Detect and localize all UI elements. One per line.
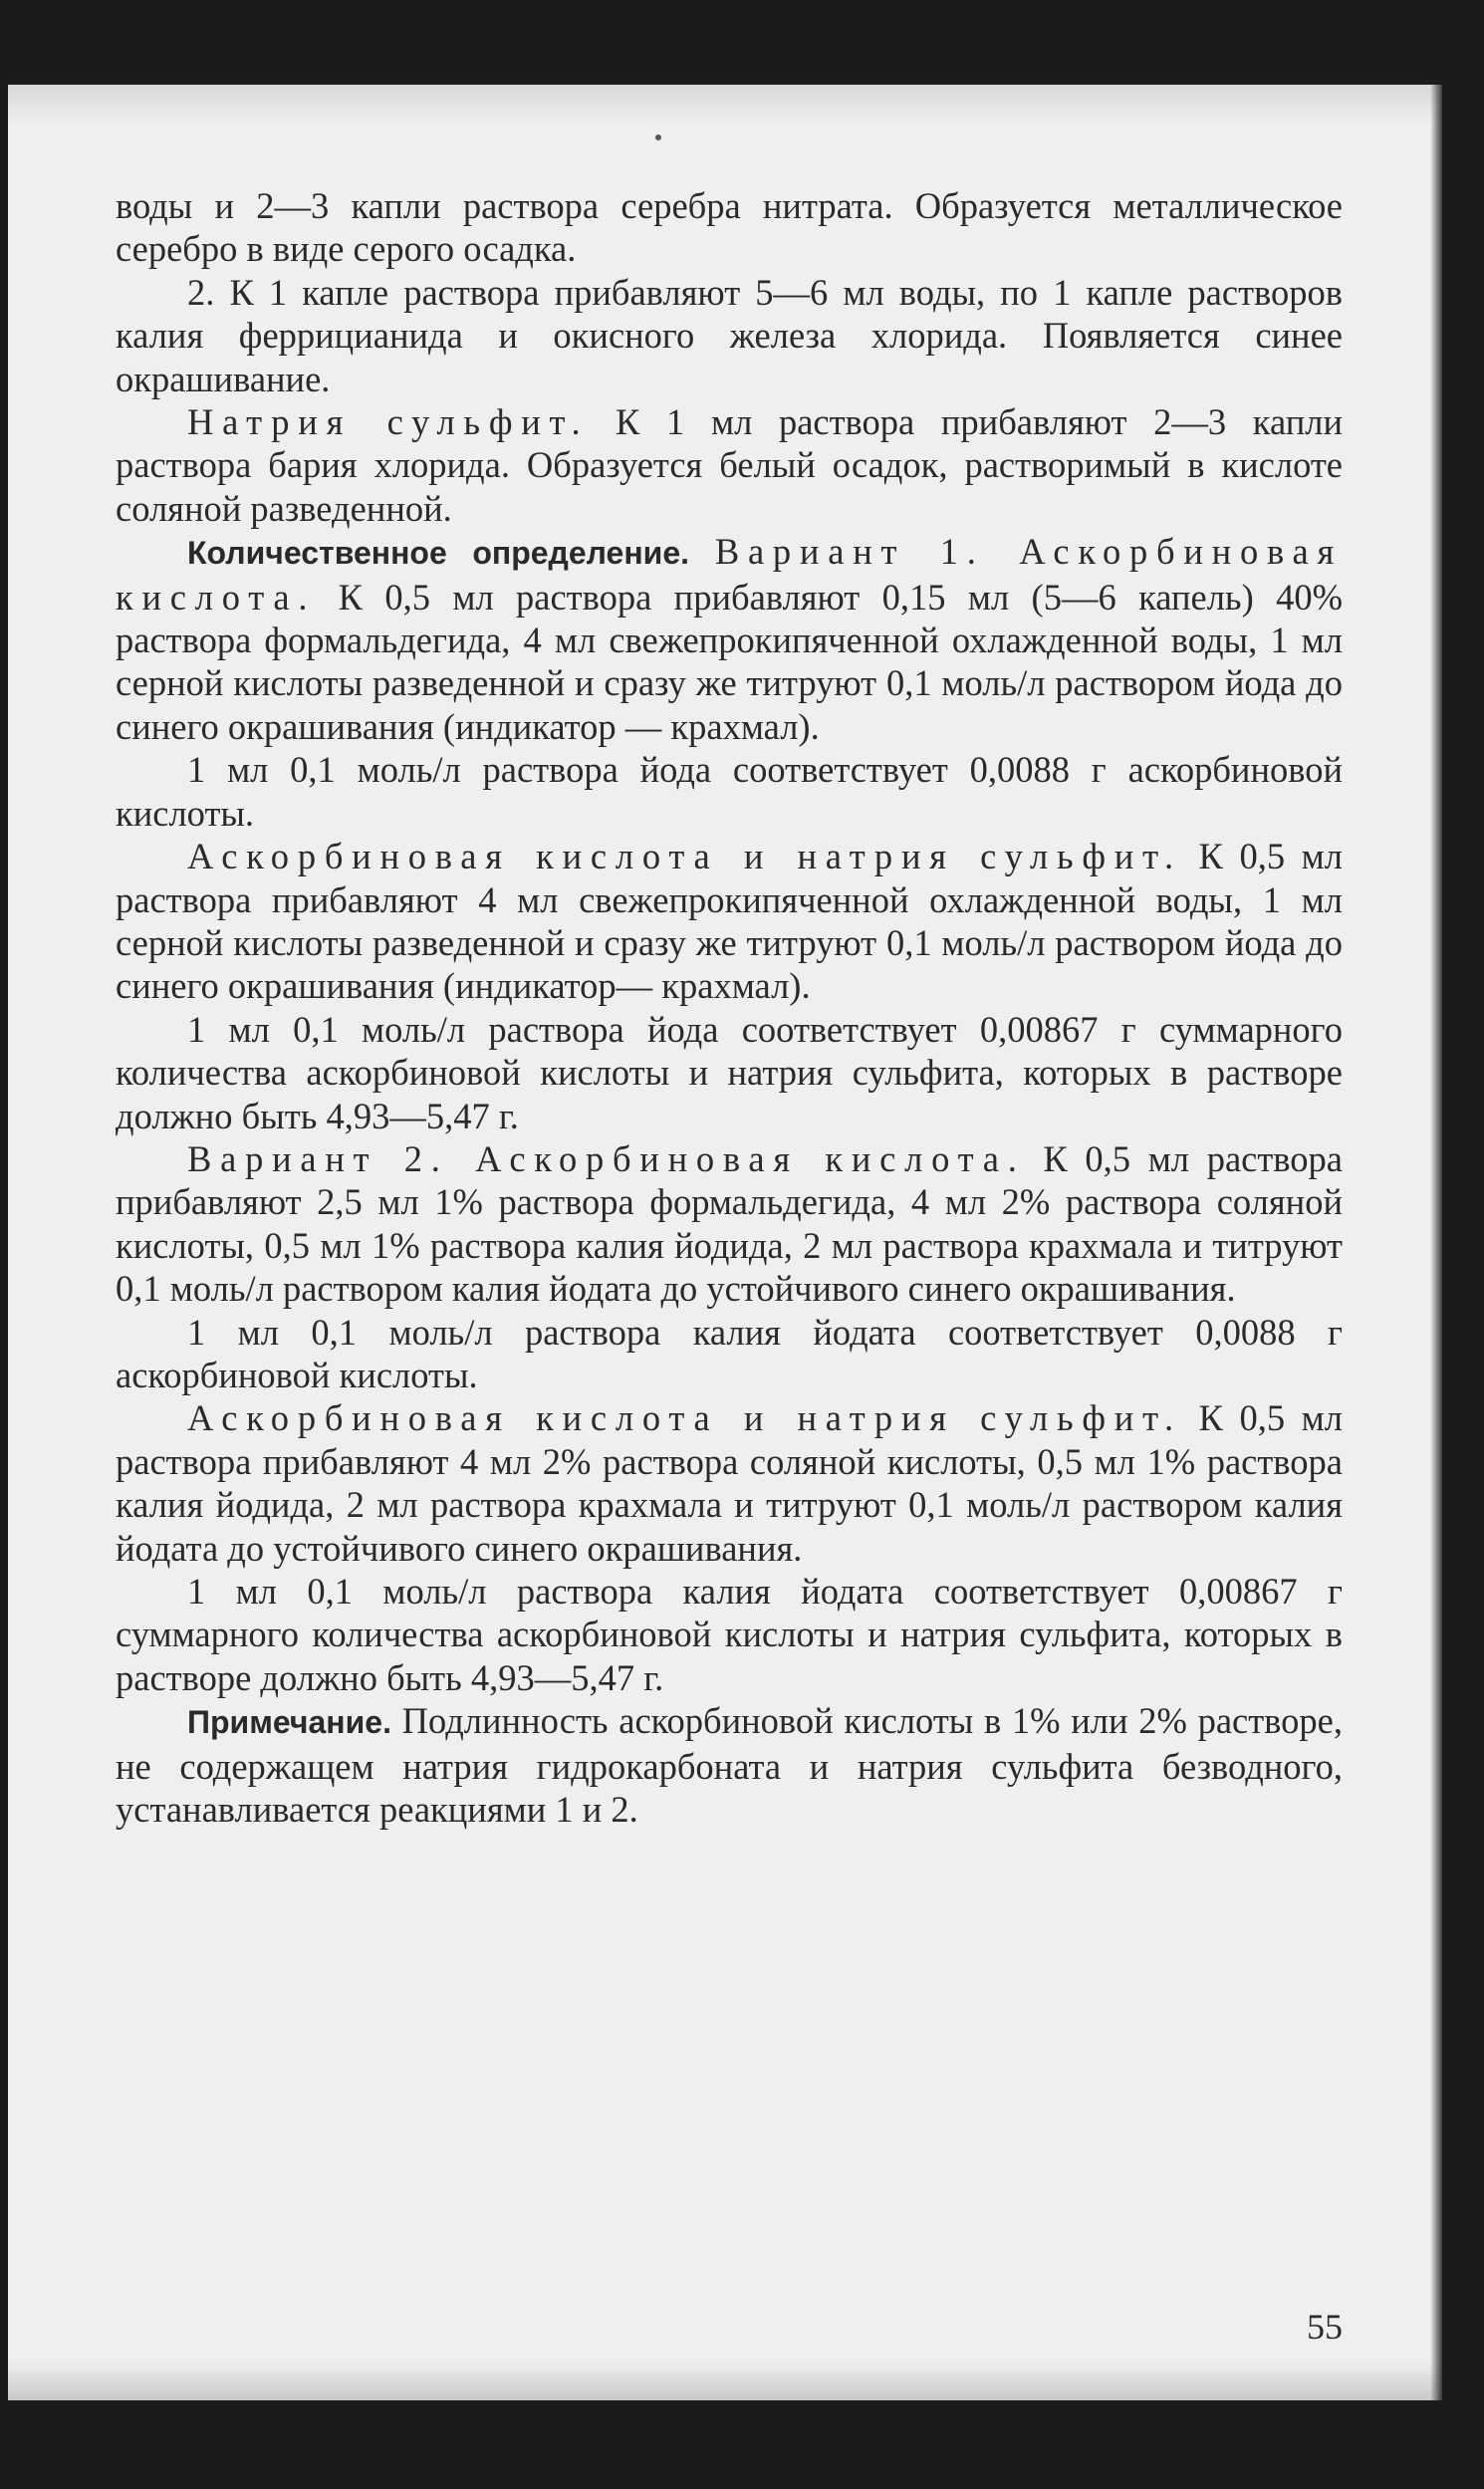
text-run: К 0,5 мл раствора прибавляют 4 мл свежепрокипяченной охлажденной воды, 1 мл серной кислоты разведенной и сразу же титруют 0,1 моль/л раствором йода до синего окрашивания (индикатор— крахмал). bbox=[116, 836, 1343, 1007]
paragraph-10 bbox=[116, 1396, 1343, 1570]
text-run: К 0,5 мл раствора прибавляют 0,15 мл (5—6 капель) 40% раствора формальдегида, 4 мл свежепрокипяченной охлажденной воды, 1 мл серной кислоты разведенной и сразу же титруют 0,1 моль/л раствором йода до синего окрашивания (индикатор — крахмал). bbox=[116, 576, 1343, 747]
scan-speck bbox=[655, 134, 661, 140]
text-run: 1 мл 0,1 моль/л раствора калия йодата соответствует 0,00867 г суммарного количества аскорбиновой кислоты и натрия сульфита, которых в растворе должно быть 4,93—5,47 г. bbox=[116, 1571, 1343, 1698]
paragraph-7 bbox=[116, 1008, 1343, 1137]
paragraph-3 bbox=[116, 400, 1343, 530]
paragraph-9 bbox=[116, 1311, 1343, 1397]
page-number: 55 bbox=[1307, 2307, 1343, 2347]
paragraph-6 bbox=[116, 835, 1343, 1008]
spaced-heading: Натрия сульфит. bbox=[187, 401, 590, 443]
right-edge-shadow bbox=[1430, 85, 1442, 2400]
paragraph-1 bbox=[116, 184, 1343, 271]
top-shadow bbox=[8, 85, 1442, 124]
paragraph-2 bbox=[116, 271, 1343, 400]
spaced-heading: Аскорбиновая кислота и натрия сульфит. bbox=[187, 836, 1182, 877]
text-run: К 1 мл раствора прибавляют 2—3 капли раствора бария хлорида. Образуется белый осадок, растворимый в кислоте соляной разведенной. bbox=[116, 401, 1343, 529]
text-run: 1 мл 0,1 моль/л раствора йода соответствует 0,00867 г суммарного количества аскорбиновой кислоты и натрия сульфита, которых в растворе должно быть 4,93—5,47 г. bbox=[116, 1008, 1343, 1136]
body-text bbox=[116, 184, 1343, 1831]
text-run: 1 мл 0,1 моль/л раствора калия йодата соответствует 0,0088 г аскорбиновой кислоты. bbox=[116, 1311, 1343, 1395]
paragraph-8 bbox=[116, 1137, 1343, 1311]
text-run bbox=[689, 531, 715, 572]
text-run: К 0,5 мл раствора прибавляют 4 мл 2% раствора соляной кислоты, 0,5 мл 1% раствора калия йодида, 2 мл раствора крахмала и титруют 0,1 моль/л раствором калия йодата до устойчивого синего окрашивания. bbox=[116, 1397, 1343, 1569]
paragraph-5 bbox=[116, 748, 1343, 835]
text-run: К 0,5 мл раствора прибавляют 2,5 мл 1% раствора формальдегида, 4 мл 2% раствора соляной кислоты, 0,5 мл 1% раствора калия йодида, 2 мл раствора крахмала и титруют 0,1 моль/л раствором калия йодата до устойчивого синего окрашивания. bbox=[116, 1137, 1343, 1310]
bottom-shadow bbox=[8, 2361, 1442, 2400]
paragraph-12 bbox=[116, 1699, 1343, 1831]
text-run: Подлинность аскорбиновой кислоты в 1% или 2% растворе, не содержащем натрия гидрокарбоната и натрия сульфита безводного, устанавливается реакциями 1 и 2. bbox=[116, 1700, 1343, 1831]
paragraph-11 bbox=[116, 1570, 1343, 1699]
spaced-heading: Вариант 1. Аскорбиновая кислота. bbox=[116, 531, 1344, 618]
spaced-heading: Аскорбиновая кислота и натрия сульфит. bbox=[187, 1397, 1182, 1439]
text-run: 2. К 1 капле раствора прибавляют 5—6 мл воды, по 1 капле растворов калия феррицианида и окисного железа хлорида. Появляется синее окрашивание. bbox=[116, 271, 1343, 399]
book-page bbox=[8, 85, 1442, 2400]
paragraph-4 bbox=[116, 530, 1343, 748]
bold-heading: Количественное определение. bbox=[187, 535, 690, 572]
bold-heading: Примечание. bbox=[187, 1704, 391, 1741]
text-run: 1 мл 0,1 моль/л раствора йода соответствует 0,0088 г аскорбиновой кислоты. bbox=[116, 749, 1343, 834]
text-run: воды и 2—3 капли раствора серебра нитрата. Образуется металлическое серебро в виде серого осадка. bbox=[116, 185, 1343, 270]
spaced-heading: Вариант 2. Аскорбиновая кислота. bbox=[187, 1137, 1026, 1179]
